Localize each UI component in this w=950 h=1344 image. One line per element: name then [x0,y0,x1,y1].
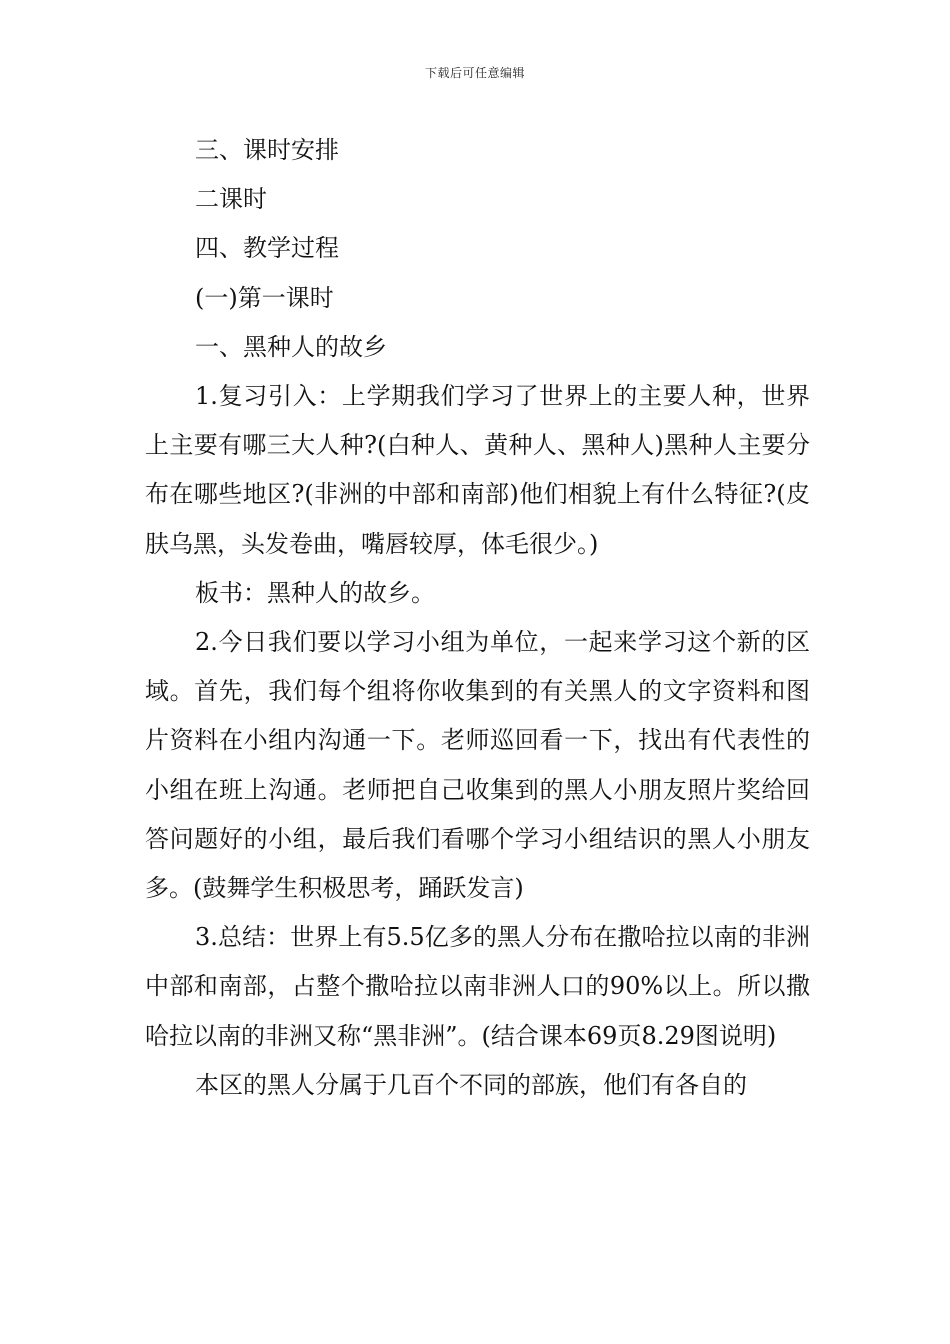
header-note: 下载后可任意编辑 [424,66,525,80]
paragraph-board-writing: 板书：黑种人的故乡。 [195,578,435,607]
paragraph-two-lessons: 二课时 [195,185,267,214]
paragraph-group-study: 2.今日我们要以学习小组为单位，一起来学习这个新的区域。首先，我们每个组将你收集到的有关黑人的文字资料和图片资料在小组内沟通一下。老师巡回看一下，找出有代表性的小组在班上沟通。老师把自己收集到的黑人小朋友照片奖给回答问题好的小组，最后我们看哪个学习小组结识的黑人小朋友多。(鼓舞学生积极思考，踊跃发言) [145,628,810,903]
paragraph-tribes: 本区的黑人分属于几百个不同的部族，他们有各自的 [195,1070,747,1099]
document-body [145,126,810,1110]
heading-teaching-process: 四、教学过程 [195,234,339,263]
paragraph-summary: 3.总结：世界上有5.5亿多的黑人分布在撒哈拉以南的非洲中部和南部，占整个撒哈拉以南非洲人口的90%以上。所以撒哈拉以南的非洲又称“黑非洲”。(结合课本69页8.29图说明) [145,923,810,1050]
heading-schedule: 三、课时安排 [195,136,339,164]
paragraph-review-intro: 1.复习引入：上学期我们学习了世界上的主要人种，世界上主要有哪三大人种?(白种人、黄种人、黑种人)黑种人主要分布在哪些地区?(非洲的中部和南部)他们相貌上有什么特征?(皮肤乌黑，头发卷曲，嘴唇较厚，体毛很少。) [145,382,810,558]
heading-first-lesson: (一)第一课时 [195,283,334,312]
heading-black-homeland: 一、黑种人的故乡 [195,332,387,361]
